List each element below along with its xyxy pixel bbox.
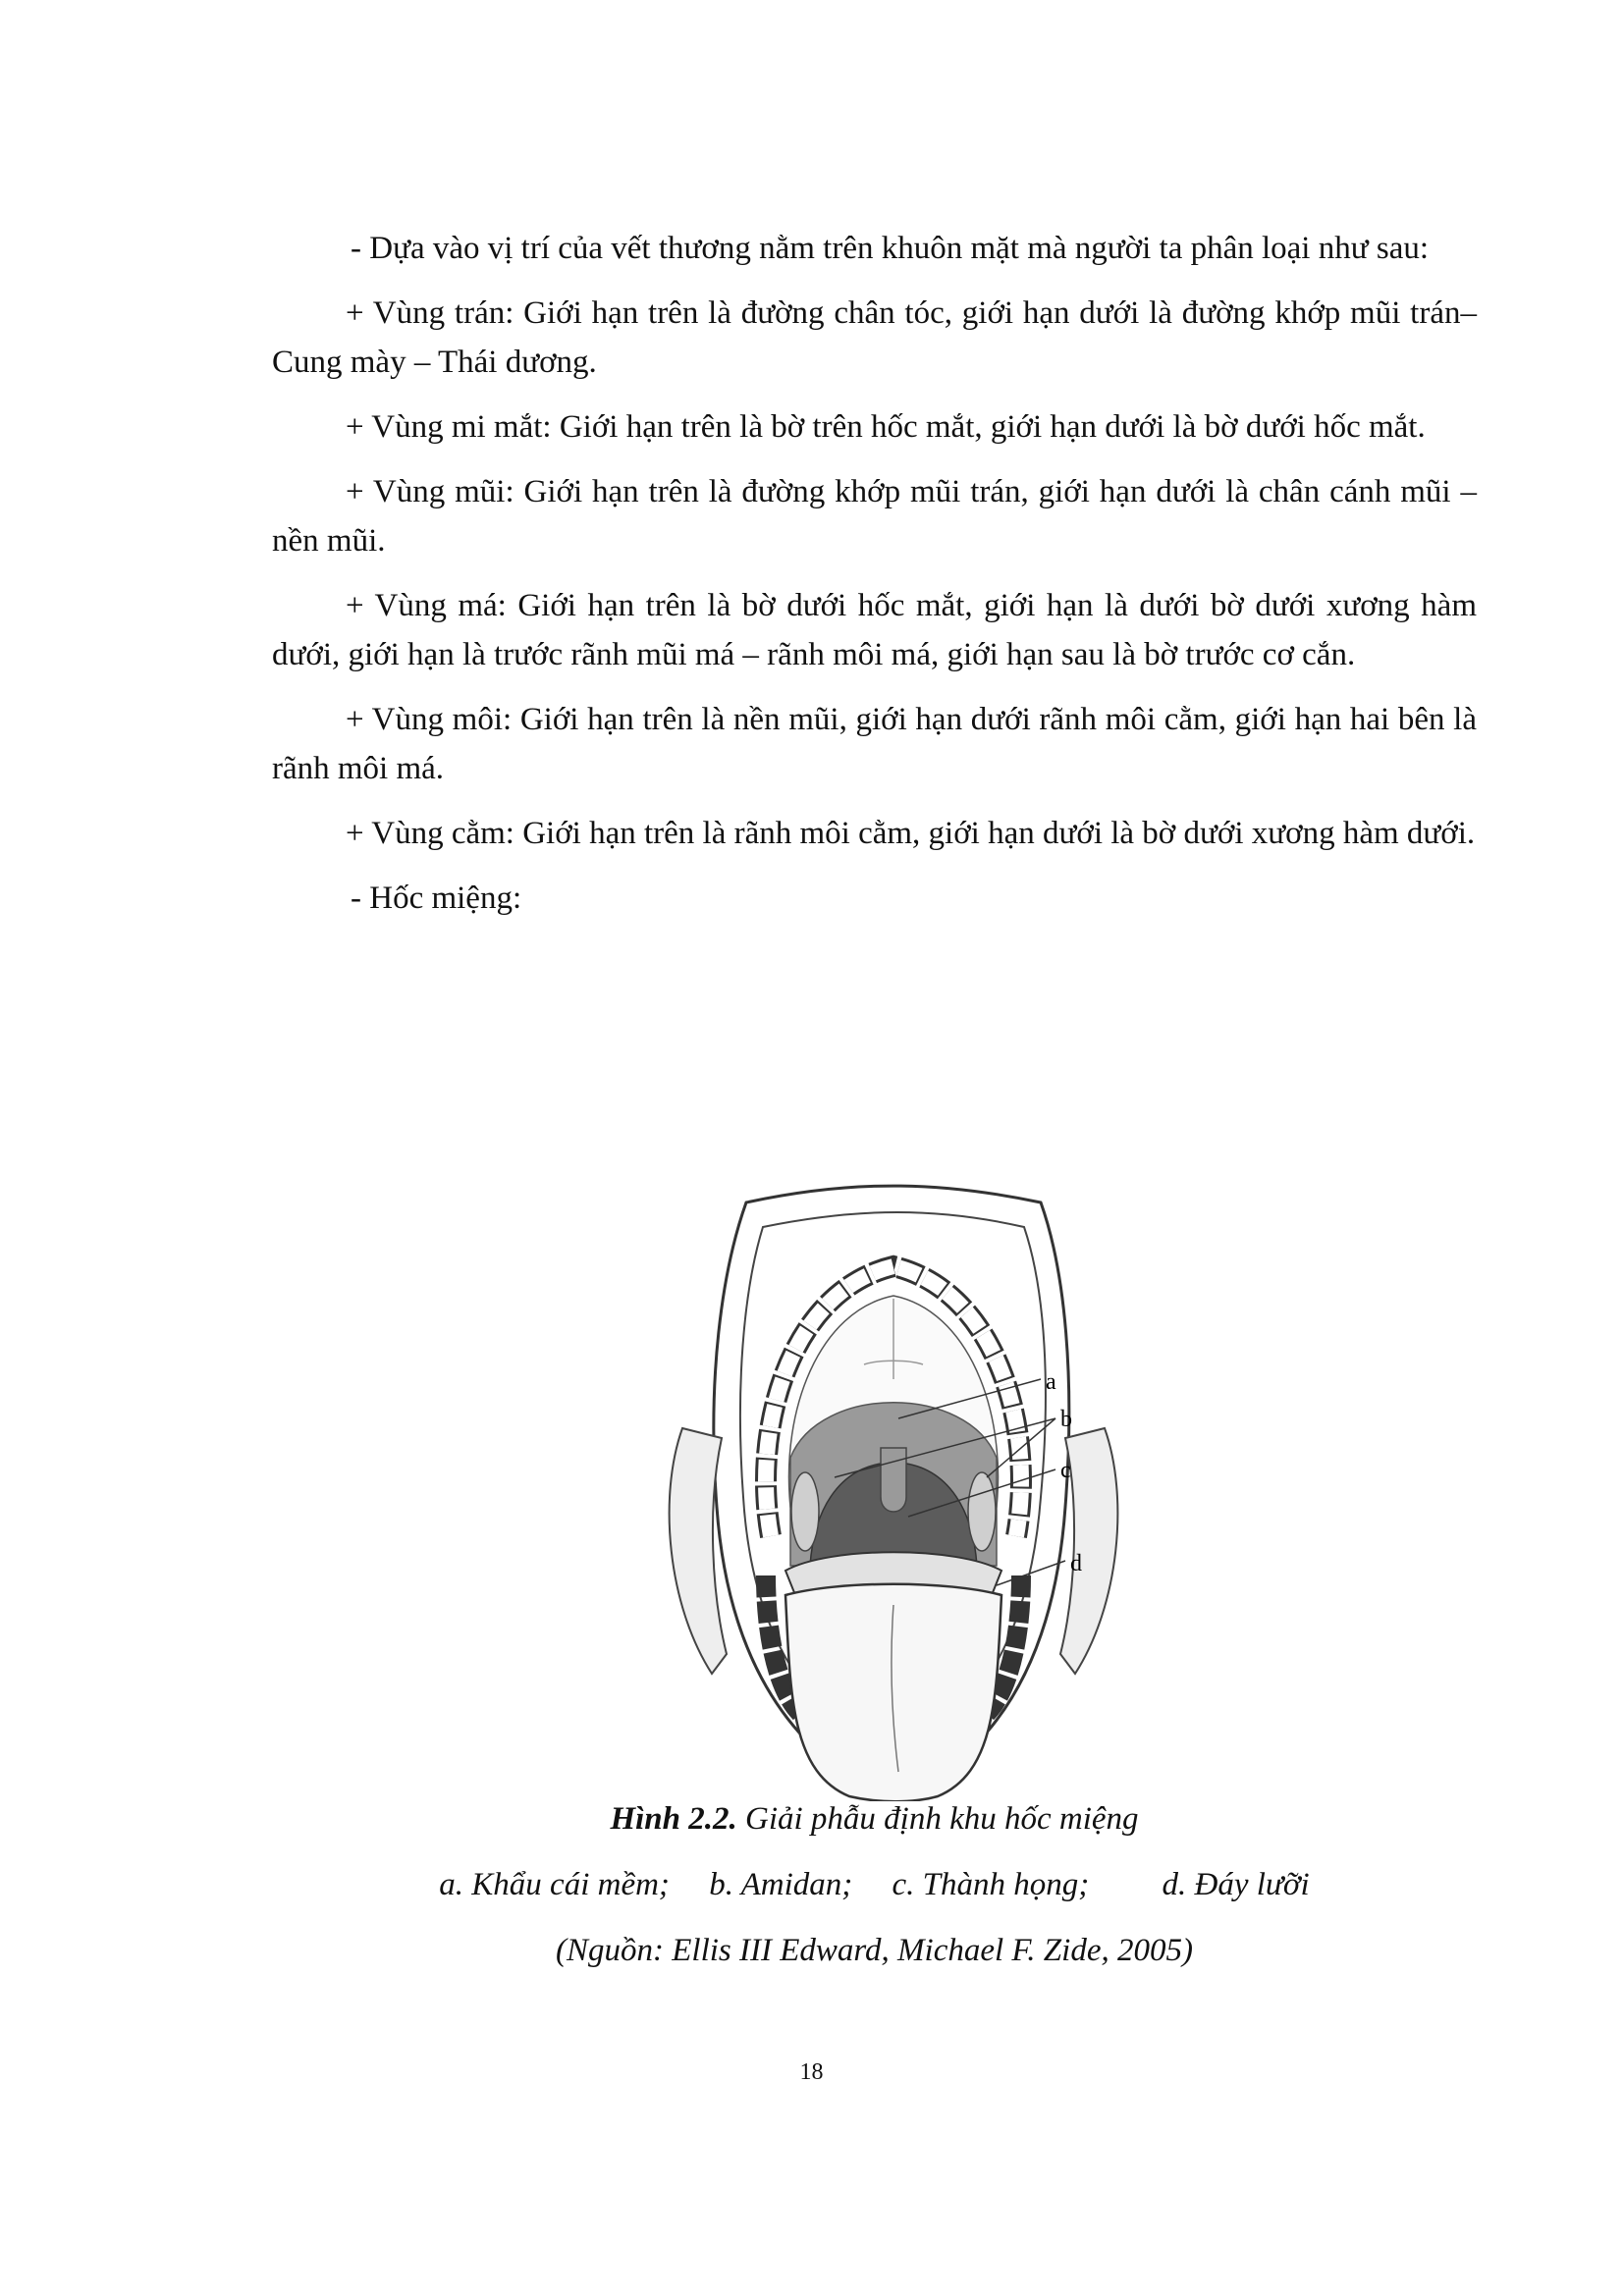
oral-cavity-figure xyxy=(653,1183,1134,1801)
paragraph-chin: + Vùng cằm: Giới hạn trên là rãnh môi cằm, giới hạn dưới là bờ dưới xương hàm dưới. xyxy=(346,816,1476,851)
label-c: c xyxy=(1060,1458,1071,1483)
oral-cavity-diagram xyxy=(653,1183,1134,1801)
figure-number: Hình 2.2. xyxy=(610,1801,737,1837)
label-b: b xyxy=(1060,1407,1072,1432)
legend-item-c: c. Thành họng; xyxy=(892,1867,1090,1902)
paragraph-intro: - Dựa vào vị trí của vết thương nằm trên khuôn mặt mà người ta phân loại như sau: xyxy=(351,231,1430,266)
tongue xyxy=(785,1584,1001,1801)
label-a: a xyxy=(1046,1369,1056,1395)
right-tonsil xyxy=(968,1472,996,1551)
legend-item-a: a. Khẩu cái mềm; xyxy=(439,1867,670,1902)
left-tonsil xyxy=(791,1472,819,1551)
uvula xyxy=(881,1448,906,1512)
legend-item-d: d. Đáy lưỡi xyxy=(1162,1867,1310,1902)
label-d: d xyxy=(1070,1551,1082,1576)
legend-item-b: b. Amidan; xyxy=(709,1867,853,1902)
figure-title: Giải phẫu định khu hốc miệng xyxy=(736,1801,1139,1837)
paragraph-forehead: + Vùng trán: Giới hạn trên là đường chân tóc, giới hạn dưới là đường khớp mũi trán– Cung mày – Thái dương. xyxy=(272,295,1477,380)
paragraph-nose: + Vùng mũi: Giới hạn trên là đường khớp mũi trán, giới hạn dưới là chân cánh mũi – nền mũi. xyxy=(272,474,1477,559)
figure-source: (Nguồn: Ellis III Edward, Michael F. Zide, 2005) xyxy=(556,1933,1193,1968)
paragraph-lip: + Vùng môi: Giới hạn trên là nền mũi, giới hạn dưới rãnh môi cằm, giới hạn hai bên là rãnh môi má. xyxy=(272,702,1477,786)
figure-caption xyxy=(272,1794,1477,1843)
paragraph-oral-cavity: - Hốc miệng: xyxy=(351,881,522,916)
figure-legend xyxy=(272,1860,1477,1909)
paragraph-eyelid: + Vùng mi mắt: Giới hạn trên là bờ trên hốc mắt, giới hạn dưới là bờ dưới hốc mắt. xyxy=(346,409,1426,445)
body-text xyxy=(272,224,1477,938)
left-cheek xyxy=(670,1428,727,1674)
paragraph-cheek: + Vùng má: Giới hạn trên là bờ dưới hốc mắt, giới hạn là dưới bờ dưới xương hàm dưới, giới hạn là trước rãnh mũi má – rãnh môi má, giới hạn sau là bờ trước cơ cắn. xyxy=(272,588,1477,672)
page-number: 18 xyxy=(799,2059,824,2085)
